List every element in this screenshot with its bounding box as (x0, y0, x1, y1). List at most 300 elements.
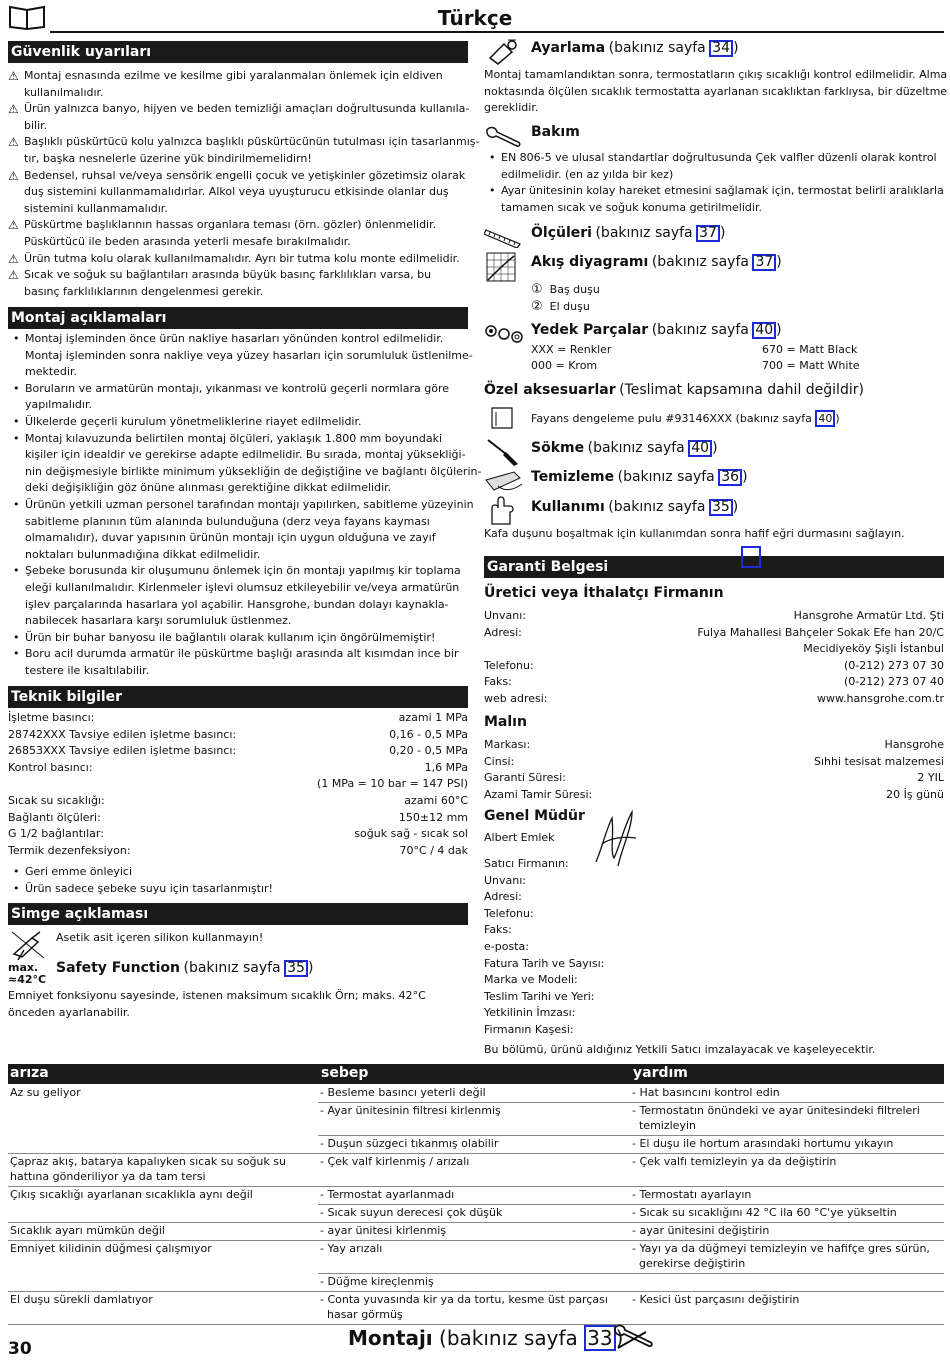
cell-line: hasar görmüş (320, 1308, 403, 1321)
special-text: Fayans dengeleme pulu #93146XXX (bakınız sayfa (531, 412, 812, 425)
info-label: Telefonu: (484, 658, 534, 672)
assembly-bullets (8, 331, 482, 679)
col-header: yardım (633, 1065, 688, 1081)
tech-row (8, 843, 468, 860)
cell-line: Emniyet kilidinin düğmesi çalışmıyor (10, 1242, 212, 1255)
text-line: kullanılmalıdır. (24, 85, 104, 99)
text-line: • Ürün bir buhar banyosu ile bağlantılı olarak kullanım için öngörülmemiştir! (25, 630, 436, 644)
list-item (8, 414, 470, 431)
tech-table (8, 710, 468, 859)
footer-title: Montajı (348, 1326, 433, 1350)
text-line: deki değişikliğin göz önüne alınması gerektiğine dikkat edilmelidir. (25, 481, 392, 495)
text-line: sabitleme planının tüm alanında bulunduğuna (derz veya fayans kayması (25, 514, 430, 528)
header-rule (50, 31, 944, 33)
seller-field: Yetkilinin İmzası: (484, 1006, 576, 1020)
text-line: eleği kullanılmalıdır. Kirlenmeler işlevi olumsuz etkileyebilir ve/veya armatürün (25, 580, 460, 594)
cleaning-icon (484, 466, 526, 494)
warning-icon: ⚠ (8, 268, 19, 283)
silicone-warning: Asetik asit içeren silikon kullanmayın! (56, 931, 264, 944)
cell-line: - Besleme basıncı yeterli değil (320, 1086, 486, 1099)
info-row (484, 770, 944, 787)
color-code: 000 = Krom (531, 359, 598, 372)
safety-list (8, 68, 480, 300)
text-line: mektedir. (25, 365, 77, 379)
table-cell (320, 1154, 469, 1169)
cell-line: - Conta yuvasında kir ya da tortu, kesme üst parçası (320, 1293, 608, 1306)
text-line: • Şebeke borusunda kir oluşumunu önlemek için ön montajı yapılmış kir toplama (25, 564, 461, 578)
text-line: Ürün yalnızca banyo, hijyen ve beden temizliği amaçları doğrultusunda kullanıla- (24, 102, 470, 116)
safety-heading: Güvenlik uyarıları (8, 41, 468, 63)
list-item (8, 563, 470, 629)
cell-line: Çıkış sıcaklığı ayarlanan sıcaklıkla aynı değil (10, 1188, 253, 1201)
tech-label: 26853XXX Tavsiye edilen işletme basıncı: (8, 744, 237, 758)
paren: ) (712, 440, 718, 456)
info-value: Hansgrohe Armatür Ltd. Şti (793, 609, 944, 622)
text-line: Bedensel, ruhsal ve/veya sensörik engelli çocuk ve yetişkinler gözetimsiz olarak (24, 168, 466, 182)
text-line: noktasında ölçülen sıcaklık termostatta ayarlanan sıcaklıktan farklıysa, bir düzeltme (484, 84, 948, 98)
table-cell (320, 1274, 434, 1289)
num: ① (531, 282, 543, 297)
table-cell (632, 1136, 893, 1151)
dims-title: Ölçüleri (531, 225, 592, 241)
use-line (531, 499, 738, 517)
gm-name: Albert Emlek (484, 831, 555, 844)
text-line: • Boru acil durumda armatür ile püskürtme başlığı arasında alt kısımdan ince bir (25, 647, 459, 661)
dims-ref: (bakınız sayfa (595, 225, 693, 241)
text-line: önceden ayarlanabilir. (8, 1005, 130, 1019)
cell-line: - ayar ünitesi kirlenmiş (320, 1224, 447, 1237)
list-item: • Ürün sadece şebeke suyu için tasarlanmıştır! (8, 881, 468, 898)
safety-item (8, 267, 470, 300)
table-cell (320, 1241, 382, 1256)
table-cell (632, 1223, 769, 1238)
text-line: nin değişmesiyle birlikte minimum yüksekliğin de değiştiğine ve bağlantı ölçülerin- (25, 464, 482, 478)
footer-ref: (bakınız sayfa (439, 1326, 578, 1350)
cell-line: - Duşun süzgeci tıkanmış olabilir (320, 1137, 499, 1150)
info-row (484, 787, 944, 804)
tech-bullet-list (8, 864, 468, 897)
cell-line: - Yay arızalı (320, 1242, 383, 1255)
special-line (484, 382, 864, 400)
cell-line: - Hat basıncını kontrol edin (632, 1086, 780, 1099)
tech-row (8, 760, 468, 777)
table-cell (320, 1292, 608, 1322)
adjust-line (531, 40, 739, 58)
tech-row (8, 710, 468, 727)
clean-page-link[interactable]: 36 (718, 469, 742, 486)
tech-value: 0,16 - 0,5 MPa (389, 727, 468, 741)
list-item (484, 183, 944, 216)
table-cell (632, 1241, 930, 1271)
tech-row (8, 776, 468, 793)
cell-line: - Termostatı ayarlayın (632, 1188, 752, 1201)
info-value: (0-212) 273 07 30 (843, 658, 944, 672)
text-line: sistemini kullanmamalıdır. (24, 201, 168, 215)
info-value: Sıhhi tesisat malzemesi (813, 754, 944, 768)
info-value: 2 YIL (917, 771, 944, 785)
tech-label: 28742XXX Tavsiye edilen işletme basıncı: (8, 727, 237, 741)
text-line: Emniyet fonksiyonu sayesinde, istenen maksimum sıcaklık Örn; maks. 42°C (8, 989, 426, 1002)
wrench-icon (484, 124, 524, 148)
seller-field: Teslim Tarihi ve Yeri: (484, 989, 595, 1003)
safety-item (8, 251, 470, 268)
flow-line (531, 254, 782, 272)
cell-line: - Termostatın önündeki ve ayar ünitesindeki filtreleri (632, 1104, 920, 1117)
text-line: duş sistemini kullanmamalıdırlar. Alkol veya uyuşturucu etkisinde olanlar duş (24, 185, 449, 199)
text-line: basınç farklılıklarının dengelenmesi gerekir. (24, 284, 264, 298)
tech-value: 1,6 MPa (424, 760, 468, 774)
clean-title: Temizleme (531, 469, 615, 485)
list-item (8, 431, 482, 497)
list-item (8, 630, 470, 647)
tech-value: 0,20 - 0,5 MPa (389, 744, 468, 758)
info-label: Adresi: (484, 625, 522, 639)
tech-value: 70°C / 4 dak (399, 843, 468, 857)
info-row (484, 608, 944, 625)
adjust-icon (486, 38, 520, 66)
paren: ) (733, 40, 739, 56)
tech-label: İşletme basıncı: (8, 711, 95, 724)
text-line: edilmelidir. (en az yılda bir kez) (501, 167, 674, 181)
page-number: 30 (8, 1339, 32, 1359)
info-label: Unvanı: (484, 609, 527, 622)
list-item (8, 331, 473, 381)
text-line: Başlıklı püskürtücü kolu yalnızca başlıklı püskürtücünün tutulması için tasarlanmış- (24, 135, 480, 149)
cell-line: - Kesici üst parçasını değiştirin (632, 1293, 800, 1306)
color-code: 700 = Matt White (762, 359, 860, 372)
warning-icon: ⚠ (8, 69, 19, 83)
table-cell (632, 1154, 836, 1169)
info-value: Fulya Mahallesi Bahçeler Sokak Efe han 20/C (697, 625, 944, 639)
info-row (484, 625, 944, 642)
info-value: Hansgrohe (884, 738, 944, 751)
use-ref: (bakınız sayfa (608, 499, 706, 515)
safety-item (8, 217, 470, 250)
color-code: XXX = Renkler (531, 343, 612, 356)
warning-icon: ⚠ (8, 102, 19, 117)
text-line: • Montaj işleminden önce ürün nakliye hasarları yönünden kontrol edilmelidir. (25, 332, 444, 345)
info-row (484, 674, 944, 691)
text-line: bilir. (24, 118, 48, 132)
warning-icon: ⚠ (8, 135, 19, 150)
warning-icon: ⚠ (8, 168, 19, 183)
safety-desc (8, 988, 468, 1021)
tech-heading: Teknik bilgiler (8, 686, 468, 708)
safety-function-title: Safety Function (56, 960, 180, 976)
tech-row (8, 826, 468, 843)
tech-label: Sıcak su sıcaklığı: (8, 793, 105, 807)
cell-line: gerekirse değiştirin (632, 1257, 746, 1270)
text-line: • Montaj kılavuzunda belirtilen montaj ölçüleri, yaklaşık 1.800 mm boyundaki (25, 431, 443, 445)
tech-row (8, 810, 468, 827)
adjust-title: Ayarlama (531, 40, 606, 56)
safety-item (8, 101, 470, 134)
clean-line (531, 469, 748, 487)
use-hand-icon (486, 496, 520, 526)
seller-field: Marka ve Modeli: (484, 973, 578, 987)
text-line: kişiler için idealdir ve gerekirse adapte edilmelidir. Bu sırada, montaj yüksekliği- (25, 448, 466, 462)
paren: ) (615, 1326, 624, 1350)
table-cell (632, 1187, 751, 1202)
info-value: (0-212) 273 07 40 (843, 675, 944, 689)
symbols-heading: Simge açıklaması (8, 903, 468, 925)
num: ② (531, 299, 543, 314)
use-title: Kullanımı (531, 499, 605, 515)
cell-line: El duşu sürekli damlatıyor (10, 1293, 153, 1306)
flow-diagram-icon (486, 252, 516, 282)
text-line: Montaj esnasında ezilme ve kesilme gibi yaralanmaları önlemek için eldiven (24, 69, 443, 82)
tech-value: 150±12 mm (398, 810, 468, 824)
seller-field: e-posta: (484, 939, 529, 953)
tech-row (8, 793, 468, 810)
table-cell (10, 1187, 253, 1202)
use-page-link[interactable]: 35 (709, 499, 733, 516)
cell-line: temizleyin (632, 1119, 696, 1132)
table-cell (10, 1292, 153, 1307)
safety-item (8, 168, 470, 218)
special-title: Özel aksesuarlar (484, 382, 616, 398)
remove-title: Sökme (531, 440, 585, 456)
assembly-list (8, 331, 482, 679)
paren: ) (719, 225, 726, 241)
paren: ) (732, 499, 739, 515)
tools-icon (612, 1322, 656, 1354)
cell-line: - Sıcak suyun derecesi çok düşük (320, 1206, 503, 1219)
safety-page-link[interactable]: 35 (284, 960, 308, 977)
flow-page-link[interactable]: 37 (752, 254, 776, 271)
cell-line: Çapraz akış, batarya kapalıyken sıcak su soğuk su (10, 1155, 286, 1168)
info-value: 20 İş günü (886, 787, 944, 801)
adjust-page-link[interactable]: 34 (709, 40, 733, 57)
page-title: Türkçe (437, 6, 513, 30)
text-line: • Ülkelerde geçerli kurulum yönetmeliklerine riayet edilmelidir. (25, 414, 362, 428)
paren: ) (776, 254, 782, 270)
paren: ) (742, 469, 748, 485)
info-label: Cinsi: (484, 754, 515, 768)
safety-function-line (56, 960, 313, 978)
list-item (484, 150, 944, 183)
seller-field: Firmanın Kaşesi: (484, 1022, 574, 1036)
paren: ) (776, 322, 782, 338)
tech-value: azami 60°C (404, 793, 468, 807)
special-item (531, 410, 840, 428)
info-label: Faks: (484, 675, 512, 689)
spare-parts-icon (484, 322, 524, 346)
info-value: Mecidiyeköy Şişli İstanbul (803, 642, 944, 656)
table-cell (320, 1205, 502, 1220)
tech-label: Bağlantı ölçüleri: (8, 810, 101, 824)
warning-icon: ⚠ (8, 218, 19, 233)
tech-value: (1 MPa = 10 bar = 147 PSI) (317, 777, 468, 791)
max-temp-icon (8, 962, 46, 986)
text-line: testere ile kısaltılabilir. (25, 663, 150, 677)
label: El duşu (549, 300, 590, 313)
text-line: işlev parçalarında hasarlara yol açabilir. Hansgrohe, bundan dolayı kaynakla- (25, 597, 449, 611)
tech-row (8, 727, 468, 744)
list-item (8, 497, 474, 563)
product-table (484, 737, 944, 803)
info-label: Azami Tamir Süresi: (484, 787, 593, 801)
paren: ) (835, 412, 840, 425)
special-sub: (Teslimat kapsamına dahil değildir) (619, 382, 864, 398)
warranty-note: Bu bölümü, ürünü aldığınız Yetkili Satıcı imzalayacak ve kaşeleyecektir. (484, 1043, 876, 1056)
special-page-link[interactable]: 40 (815, 410, 835, 427)
text-line: tır, başka nesnelerle üzerine yük bindirilmemelidirn! (24, 151, 312, 165)
info-row (484, 691, 944, 708)
safety-item (8, 68, 470, 101)
maint-bullets (484, 150, 944, 216)
table-cell (632, 1085, 780, 1100)
table-cell (320, 1103, 501, 1118)
flow-title: Akış diyagramı (531, 254, 649, 270)
text-line: • Boruların ve armatürün montajı, yıkanması ve kontrolü geçerli normlara göre (25, 381, 449, 395)
tech-label: Kontrol basıncı: (8, 760, 93, 774)
seller-field: Fatura Tarih ve Sayısı: (484, 956, 605, 970)
spare-title: Yedek Parçalar (531, 322, 649, 338)
info-value: www.hansgrohe.com.tr (817, 691, 944, 705)
text-line: Püskürtücü ile beden arasında yeterli mesafe bırakılmalıdır. (24, 234, 351, 248)
tech-value: azami 1 MPa (398, 711, 468, 724)
cell-line: - Yayı ya da düğmeyi temizleyin ve hafifçe gres sürün, (632, 1242, 930, 1255)
text-line: Ürün tutma kolu olarak kullanılmamalıdır. Ayrı bir tutma kolu monte edilmelidir. (24, 251, 460, 265)
maint-list (484, 150, 944, 216)
safety-ref: (bakınız sayfa (183, 960, 281, 976)
cell-line: - ayar ünitesini değiştirin (632, 1224, 770, 1237)
text-line: nabilecek hasarlara karşı sorumluluk üstlenmez. (25, 614, 292, 628)
seller-field: Telefonu: (484, 906, 534, 920)
table-cell (632, 1205, 897, 1220)
warranty-heading: Garanti Belgesi (484, 556, 944, 578)
list-item (8, 381, 470, 414)
spare-line (531, 322, 782, 340)
empty-link-box[interactable] (741, 546, 761, 568)
table-cell (320, 1136, 498, 1151)
text-line: Montaj tamamlandıktan sonra, termostatların çıkış sıcaklığı kontrol edilmelidir. Alma (484, 68, 948, 81)
table-cell (10, 1085, 81, 1100)
tech-label: G 1/2 bağlantılar: (8, 827, 104, 841)
cell-line: Az su geliyor (10, 1086, 81, 1099)
table-cell (10, 1154, 286, 1184)
ruler-icon (484, 222, 524, 248)
spare-page-link[interactable]: 40 (752, 322, 776, 339)
spare-ref: (bakınız sayfa (651, 322, 749, 338)
dims-page-link[interactable]: 37 (696, 225, 720, 242)
text-line: yapılmalıdır. (25, 398, 92, 412)
color-code: 670 = Matt Black (762, 343, 858, 356)
label: Baş duşu (549, 283, 600, 296)
table-cell (320, 1085, 486, 1100)
seller-field: Unvanı: (484, 873, 527, 887)
cell-line: Sıcaklık ayarı mümkün değil (10, 1224, 165, 1237)
info-row (484, 754, 944, 771)
seller-field: Adresi: (484, 890, 522, 904)
table-cell (10, 1223, 165, 1238)
seller-field: Satıcı Firmanın: (484, 857, 569, 870)
remove-ref: (bakınız sayfa (587, 440, 685, 456)
cell-line: - El duşu ile hortum arasındaki hortumu yıkayın (632, 1137, 894, 1150)
assembly-heading: Montaj açıklamaları (8, 307, 468, 329)
dims-line (531, 225, 725, 243)
table-cell (320, 1223, 446, 1238)
remove-line (531, 440, 718, 458)
safety-item (8, 134, 480, 167)
text-line: • EN 806-5 ve ulusal standartlar doğrultusunda Çek valfler düzenli olarak kontrol (501, 151, 937, 164)
footer-line (348, 1324, 623, 1352)
cell-line: - Çek valf kirlenmiş / arızalı (320, 1155, 470, 1168)
table-cell (632, 1103, 920, 1133)
cell-line: - Ayar ünitesinin filtresi kirlenmiş (320, 1104, 501, 1117)
text-line: Montaj işleminden sonra nakliye veya yüzey hasarları için sorumluluk üstlenilme- (25, 348, 473, 362)
product-heading: Malın (484, 714, 527, 730)
list-item: • Geri emme önleyici (8, 864, 468, 881)
adjust-ref: (bakınız sayfa (608, 40, 706, 56)
tech-label: Termik dezenfeksiyon: (8, 843, 131, 857)
info-row (484, 658, 944, 675)
table-cell (320, 1187, 454, 1202)
col-header: arıza (10, 1065, 49, 1081)
col-header: sebep (321, 1065, 369, 1081)
cell-line: - Çek valfı temizleyin ya da değiştirin (632, 1155, 837, 1168)
gm-heading: Genel Müdür (484, 808, 585, 824)
producer-table (484, 608, 944, 708)
max-label: max. (8, 961, 39, 974)
producer-heading: Üretici veya İthalatçı Firmanın (484, 585, 724, 601)
cell-line: - Sıcak su sıcaklığını 42 °C ila 60 °C'ye yükseltin (632, 1206, 897, 1219)
text-line: noktaları bulunmadığına dikkat edilmelidir. (25, 547, 261, 561)
info-label: Markası: (484, 738, 531, 751)
table-cell (10, 1241, 212, 1256)
text-line: olmamalıdır), duvar yapısının ürünün montajı için uygun olduğuna ve zayıf (25, 531, 436, 545)
text-line: • Ürünün yetkili uzman personel tarafından montajı yapılırken, sabitleme yüzeyinin (25, 497, 474, 511)
text-line: Püskürtme başlıklarının hassas organlara teması (örn. gözler) önlenmelidir. (24, 218, 437, 232)
cell-line: hattına gönderiliyor ya da tam tersi (10, 1170, 206, 1183)
cell-line: - Termostat ayarlanmadı (320, 1188, 455, 1201)
tile-washer-icon (488, 406, 518, 430)
info-row (484, 737, 944, 754)
trouble-table (0, 1084, 950, 1324)
maint-title: Bakım (531, 124, 580, 140)
paren: ) (307, 960, 314, 976)
text-line: tamamen sıcak ve soğuk konuma getirilmelidir. (501, 200, 762, 214)
use-text: Kafa duşunu boşaltmak için kullanımdan sonra hafif eğri durmasını sağlayın. (484, 527, 905, 540)
tech-bullets (8, 864, 468, 897)
table-cell (632, 1292, 799, 1307)
info-row (484, 641, 944, 658)
silicone-gun-icon (10, 930, 46, 960)
warning-icon: ⚠ (8, 251, 19, 266)
text-line: • Ayar ünitesinin kolay hareket etmesini sağlamak için, termostat belirli aralıklarla (501, 184, 944, 198)
remove-page-link[interactable]: 40 (688, 440, 712, 457)
max-temp: ≈42°C (8, 973, 47, 986)
list-item (8, 646, 470, 679)
text-line: Sıcak ve soğuk su bağlantıları arasında büyük basınç farklılıkları varsa, bu (24, 268, 432, 282)
flow-legend-2 (531, 299, 590, 316)
text-line: gereklidir. (484, 101, 539, 115)
seller-field: Faks: (484, 923, 512, 937)
adjust-text (484, 67, 948, 117)
info-label: web adresi: (484, 691, 548, 705)
tech-row (8, 743, 468, 760)
trouble-table-header (8, 1064, 944, 1084)
seller-fields (484, 856, 944, 1039)
tech-value: soğuk sağ - sıcak sol (354, 827, 468, 841)
screwdriver-icon (484, 436, 524, 466)
clean-ref: (bakınız sayfa (617, 469, 715, 485)
flow-ref: (bakınız sayfa (651, 254, 749, 270)
footer-page-link[interactable]: 33 (584, 1325, 615, 1351)
cell-line: - Düğme kireçlenmiş (320, 1275, 434, 1288)
info-label: Garanti Süresi: (484, 771, 566, 785)
